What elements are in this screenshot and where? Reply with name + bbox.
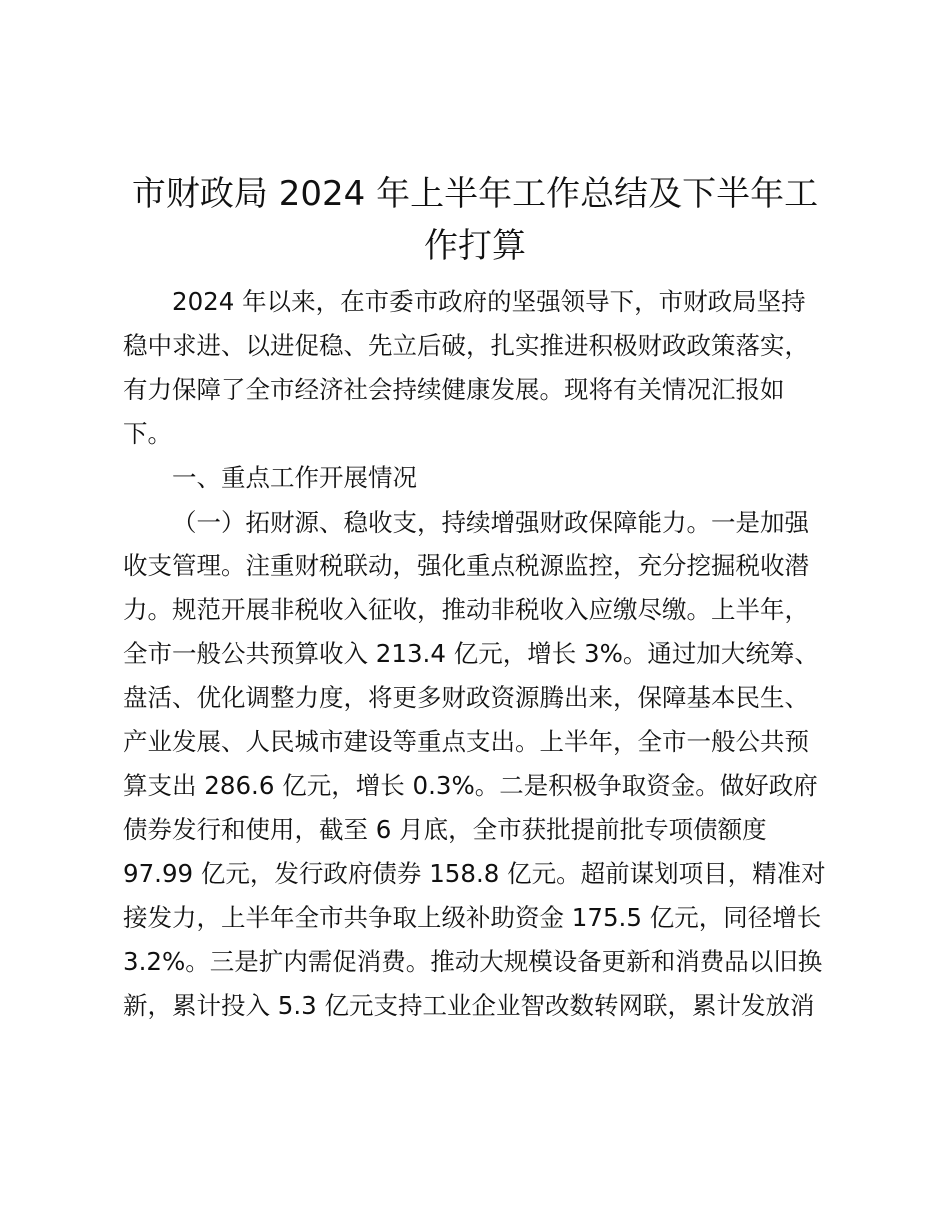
paragraph-line: 收支管理。注重财税联动，强化重点税源监控，充分挖掘税收潜 <box>123 551 809 580</box>
paragraph-line: 新，累计投入 5.3 亿元支持工业企业智改数转网联，累计发放消 <box>123 991 815 1020</box>
paragraph-line: 有力保障了全市经济社会持续健康发展。现将有关情况汇报如 <box>123 375 785 404</box>
title-line-2: 作打算 <box>424 226 526 266</box>
paragraph-line: 2024 年以来，在市委市政府的坚强领导下，市财政局坚持 <box>172 287 806 316</box>
paragraph-line: 全市一般公共预算收入 213.4 亿元，增长 3%。通过加大统筹、 <box>123 639 819 668</box>
paragraph-line: 下。 <box>123 419 172 448</box>
paragraph-line: 算支出 286.6 亿元，增长 0.3%。二是积极争取资金。做好政府 <box>123 771 818 800</box>
paragraph-line: （一）拓财源、稳收支，持续增强财政保障能力。一是加强 <box>172 508 809 537</box>
paragraph-line: 盘活、优化调整力度，将更多财政资源腾出来，保障基本民生、 <box>123 683 809 712</box>
paragraph-line: 稳中求进、以进促稳、先立后破，扎实推进积极财政政策落实， <box>123 331 809 360</box>
title-line-1: 市财政局 2024 年上半年工作总结及下半年工 <box>131 174 819 214</box>
paragraph-line: 债券发行和使用，截至 6 月底，全市获批提前批专项债额度 <box>123 815 767 844</box>
paragraph-line: 产业发展、人民城市建设等重点支出。上半年，全市一般公共预 <box>123 727 809 756</box>
paragraph-line: 3.2%。三是扩内需促消费。推动大规模设备更新和消费品以旧换 <box>123 947 823 976</box>
paragraph-line: 力。规范开展非税收入征收，推动非税收入应缴尽缴。上半年， <box>123 595 809 624</box>
document-title <box>110 168 840 272</box>
section-heading: 一、重点工作开展情况 <box>172 463 417 492</box>
paragraph-line: 接发力，上半年全市共争取上级补助资金 175.5 亿元，同径增长 <box>123 903 822 932</box>
paragraph-line: 97.99 亿元，发行政府债券 158.8 亿元。超前谋划项目，精准对 <box>123 859 826 888</box>
